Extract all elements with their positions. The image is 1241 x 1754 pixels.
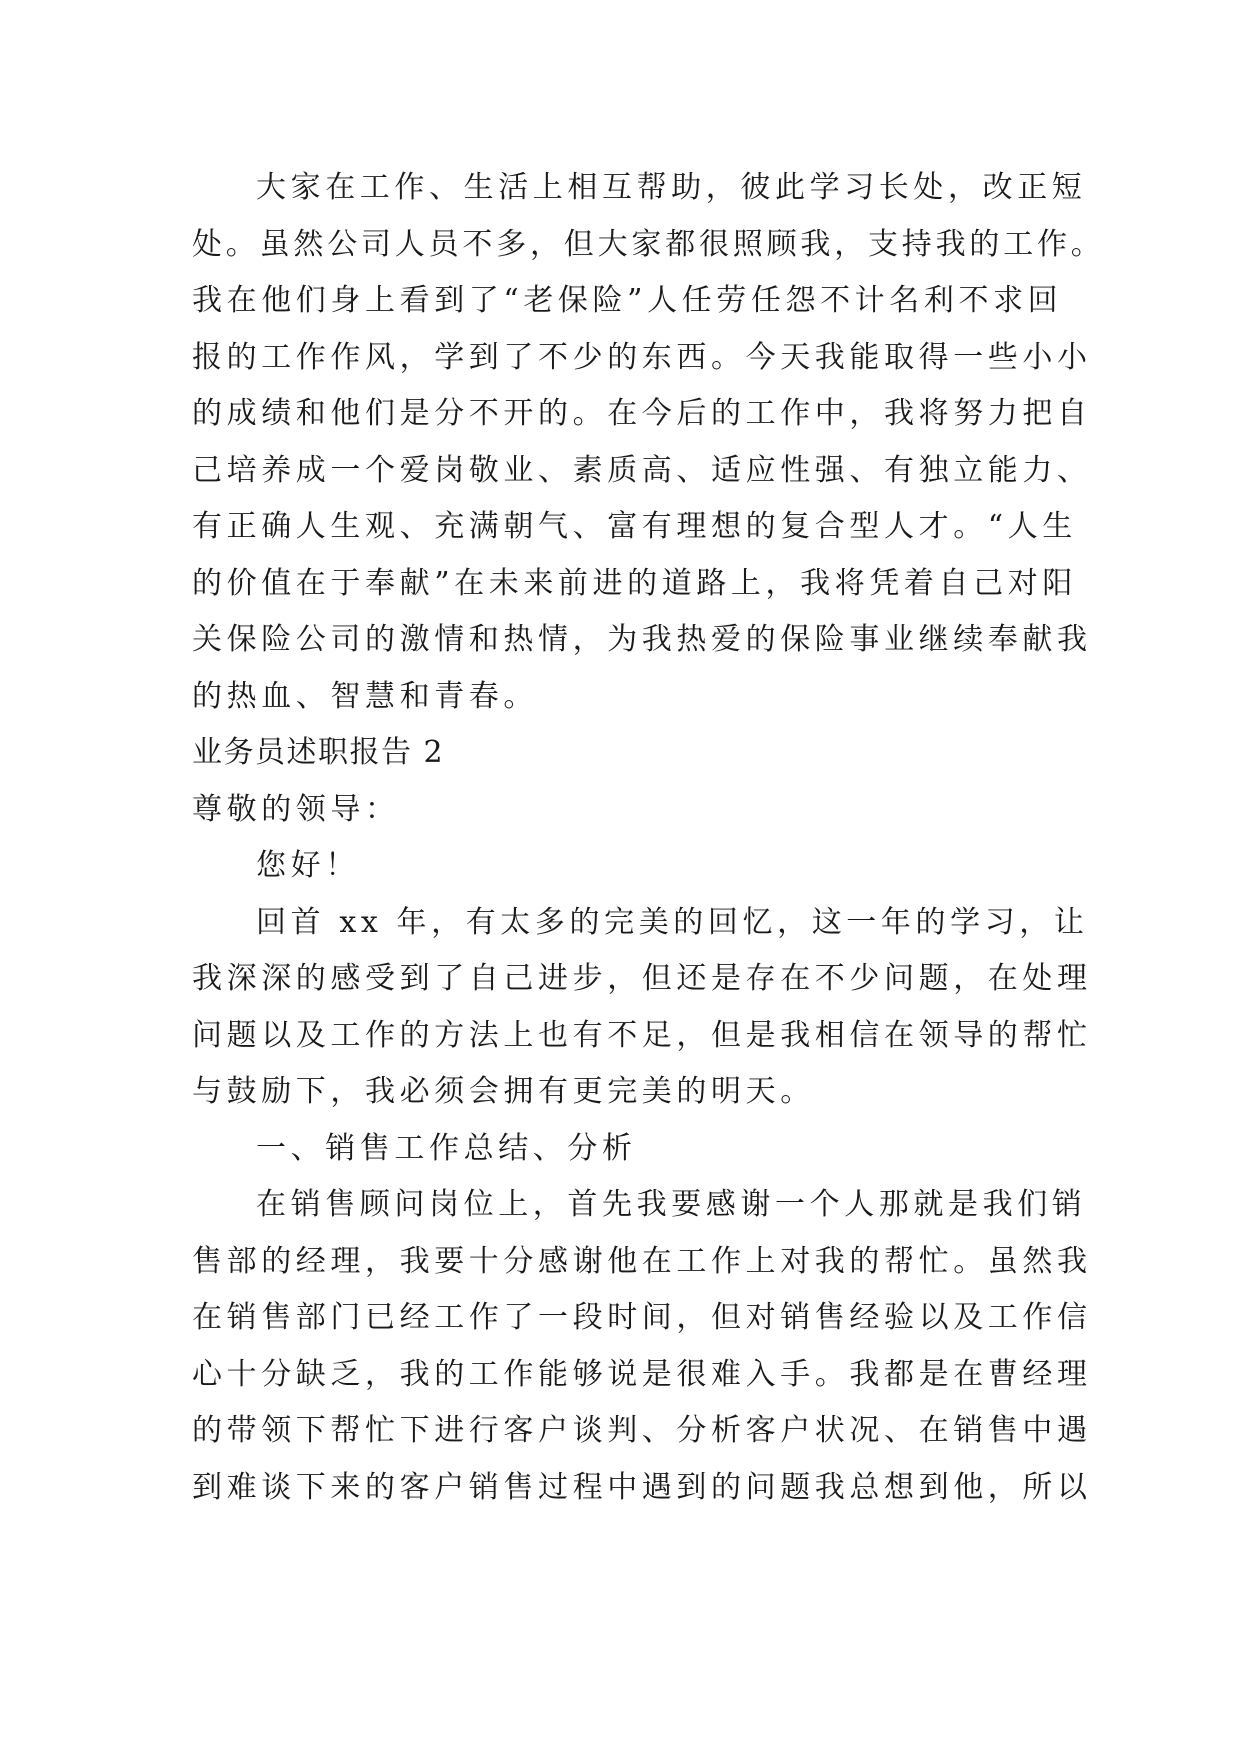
paragraph-2-line-3: 问题以及工作的方法上也有不足，但是我相信在领导的帮忙 bbox=[192, 1018, 1092, 1053]
paragraph-1-line-2: 处。虽然公司人员不多，但大家都很照顾我，支持我的工作。 bbox=[192, 227, 1105, 262]
paragraph-2-line-1: 回首 xx 年，有太多的完美的回忆，这一年的学习，让 bbox=[256, 905, 1089, 940]
paragraph-1-line-3: 我在他们身上看到了“老保险”人任劳任怨不计名利不求回 bbox=[192, 283, 1063, 318]
paragraph-1-line-10: 的热血、智慧和青春。 bbox=[192, 679, 538, 714]
paragraph-3-line-5: 的带领下帮忙下进行客户谈判、分析客户状况、在销售中遇 bbox=[192, 1413, 1092, 1448]
paragraph-1-line-8: 的价值在于奉献”在未来前进的道路上，我将凭着自己对阳 bbox=[192, 566, 1077, 601]
greeting: 您好！ bbox=[256, 848, 360, 883]
salutation: 尊敬的领导： bbox=[192, 792, 400, 827]
paragraph-3-line-4: 心十分缺乏，我的工作能够说是很难入手。我都是在曹经理 bbox=[192, 1357, 1092, 1392]
paragraph-1-line-1: 大家在工作、生活上相互帮助，彼此学习长处，改正短 bbox=[256, 170, 1087, 205]
paragraph-2-line-2: 我深深的感受到了自己进步，但还是存在不少问题，在处理 bbox=[192, 961, 1092, 996]
paragraph-1-line-4: 报的工作作风，学到了不少的东西。今天我能取得一些小小 bbox=[192, 340, 1092, 375]
paragraph-1-line-9: 关保险公司的激情和热情，为我热爱的保险事业继续奉献我 bbox=[192, 622, 1092, 657]
section-title: 业务员述职报告 2 bbox=[192, 735, 445, 770]
paragraph-1-line-7: 有正确人生观、充满朝气、富有理想的复合型人才。“人生 bbox=[192, 509, 1077, 544]
paragraph-3-line-6: 到难谈下来的客户销售过程中遇到的问题我总想到他，所以 bbox=[192, 1470, 1092, 1505]
paragraph-1-line-5: 的成绩和他们是分不开的。在今后的工作中，我将努力把自 bbox=[192, 396, 1092, 431]
heading-sales-summary: 一、销售工作总结、分析 bbox=[256, 1131, 637, 1166]
paragraph-3-line-2: 售部的经理，我要十分感谢他在工作上对我的帮忙。虽然我 bbox=[192, 1244, 1092, 1279]
paragraph-3-line-1: 在销售顾问岗位上，首先我要感谢一个人那就是我们销 bbox=[256, 1187, 1087, 1222]
paragraph-3-line-3: 在销售部门已经工作了一段时间，但对销售经验以及工作信 bbox=[192, 1300, 1092, 1335]
paragraph-1-line-6: 己培养成一个爱岗敬业、素质高、适应性强、有独立能力、 bbox=[192, 453, 1092, 488]
paragraph-2-line-4: 与鼓励下，我必须会拥有更完美的明天。 bbox=[192, 1074, 815, 1109]
